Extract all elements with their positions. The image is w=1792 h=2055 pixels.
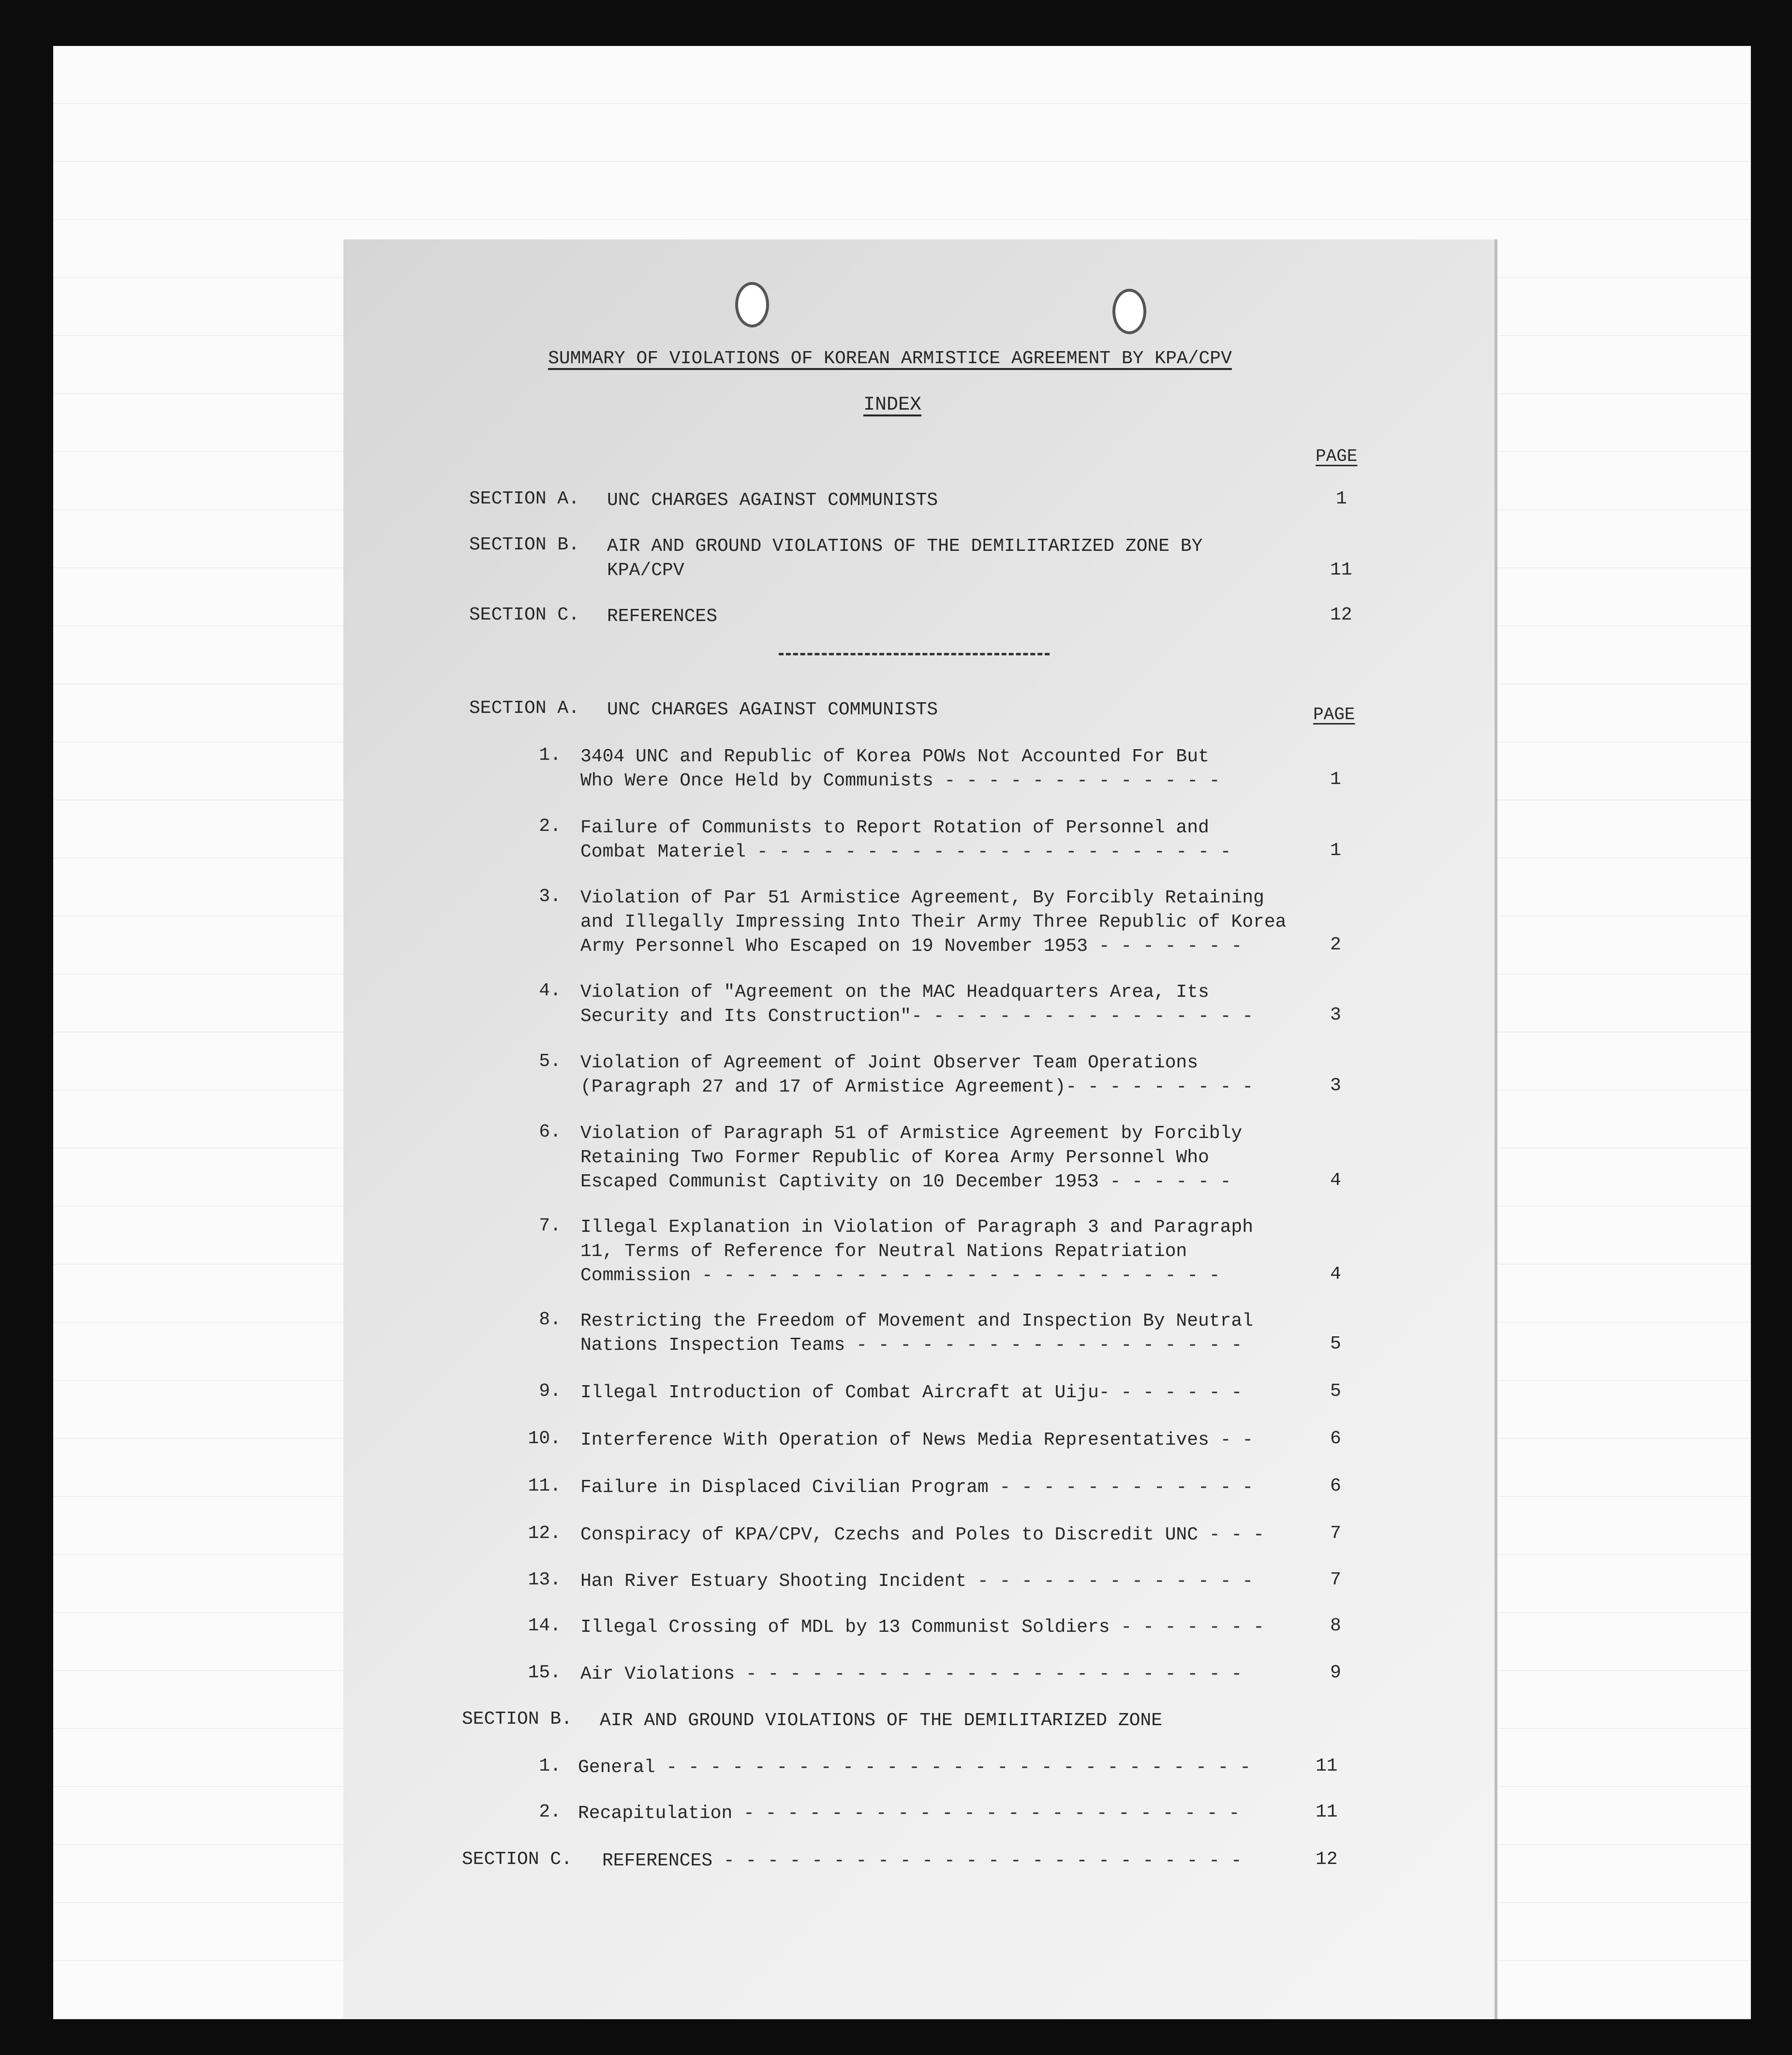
item-number: 12.	[528, 1523, 561, 1544]
item-number: 1.	[539, 745, 561, 766]
item-number: 4.	[539, 980, 561, 1001]
punch-hole-right	[1112, 289, 1146, 334]
item-page: 3	[1330, 1005, 1341, 1025]
overview-label: SECTION B.	[469, 534, 580, 555]
item-text: Failure of Communists to Report Rotation of Personnel and Combat Materiel - - - - - - - - - - - - - - - - - - - - - -	[580, 817, 1231, 862]
item-number: 3.	[539, 886, 561, 907]
section-b-title: AIR AND GROUND VIOLATIONS OF THE DEMILITARIZED ZONE	[600, 1710, 1162, 1731]
item-number: 1.	[539, 1756, 561, 1776]
item-page: 6	[1330, 1428, 1341, 1449]
item-page: 11	[1316, 1802, 1338, 1822]
item-page: 7	[1330, 1523, 1341, 1544]
item-number: 13.	[528, 1569, 561, 1590]
page-column-header: PAGE	[1316, 446, 1358, 466]
item-text: Interference With Operation of News Media Representatives - -	[580, 1430, 1254, 1450]
item-number: 6.	[539, 1122, 561, 1142]
item-text: Violation of "Agreement on the MAC Headquarters Area, Its Security and Its Construction"- - - - - - - - - - - - - - - -	[580, 982, 1254, 1027]
overview-title: AIR AND GROUND VIOLATIONS OF THE DEMILITARIZED ZONE BY KPA/CPV	[607, 536, 1203, 581]
item-page: 8	[1330, 1615, 1341, 1636]
index-heading: INDEX	[863, 394, 922, 416]
overview-page: 11	[1330, 560, 1352, 580]
page-column-header-section-a: PAGE	[1313, 705, 1355, 724]
section-divider	[779, 653, 1050, 655]
punch-hole-left	[735, 282, 769, 327]
item-page: 2	[1330, 934, 1341, 955]
item-page: 5	[1330, 1333, 1341, 1354]
overview-label: SECTION C.	[469, 605, 580, 625]
overview-label: SECTION A.	[469, 488, 580, 509]
item-text: General - - - - - - - - - - - - - - - - - - - - - - - - - - -	[578, 1757, 1251, 1778]
item-number: 5.	[539, 1051, 561, 1072]
item-number: 8.	[539, 1309, 561, 1330]
document-title: SUMMARY OF VIOLATIONS OF KOREAN ARMISTICE AGREEMENT BY KPA/CPV	[548, 348, 1232, 369]
item-text: Violation of Par 51 Armistice Agreement, By Forcibly Retaining and Illegally Impressing Into Their Army Three Republic of Korea Army Personnel Who Escaped on 19 November 1953 - - - - - - -	[580, 887, 1287, 957]
overview-page: 12	[1330, 605, 1352, 625]
section-c-title: REFERENCES - - - - - - - - - - - - - - - - - - - - - - - -	[602, 1850, 1242, 1871]
item-page: 5	[1330, 1381, 1341, 1402]
overview-title: REFERENCES	[607, 606, 718, 627]
item-text: 3404 UNC and Republic of Korea POWs Not Accounted For But Who Were Once Held by Communists - - - - - - - - - - - - -	[580, 746, 1220, 791]
section-a-label: SECTION A.	[469, 698, 580, 719]
scan-background	[53, 46, 1751, 2019]
item-number: 11.	[528, 1476, 561, 1496]
item-text: Recapitulation - - - - - - - - - - - - - - - - - - - - - - -	[578, 1803, 1240, 1824]
item-text: Illegal Explanation in Violation of Paragraph 3 and Paragraph 11, Terms of Reference for Neutral Nations Repatriation Commission - - - - - - - - - - - - - - - - - - - - - - - -	[580, 1217, 1254, 1286]
section-b-label: SECTION B.	[462, 1709, 573, 1730]
item-number: 10.	[528, 1428, 561, 1449]
item-text: Illegal Introduction of Combat Aircraft at Uiju- - - - - - -	[580, 1382, 1243, 1403]
item-page: 6	[1330, 1476, 1341, 1496]
document-page	[343, 239, 1495, 2019]
overview-title: UNC CHARGES AGAINST COMMUNISTS	[607, 490, 938, 511]
item-text: Air Violations - - - - - - - - - - - - - - - - - - - - - - -	[580, 1664, 1243, 1685]
item-page: 4	[1330, 1170, 1341, 1191]
item-text: Restricting the Freedom of Movement and Inspection By Neutral Nations Inspection Teams - - - - - - - - - - - - - - - - - -	[580, 1311, 1254, 1356]
item-page: 1	[1330, 840, 1341, 861]
item-page: 7	[1330, 1569, 1341, 1590]
item-page: 4	[1330, 1264, 1341, 1285]
item-page: 11	[1316, 1756, 1338, 1776]
item-number: 9.	[539, 1381, 561, 1402]
item-text: Han River Estuary Shooting Incident - - - - - - - - - - - - -	[580, 1571, 1254, 1592]
item-number: 14.	[528, 1615, 561, 1636]
section-a-title: UNC CHARGES AGAINST COMMUNISTS	[607, 699, 938, 720]
overview-page: 1	[1336, 488, 1347, 509]
item-page: 3	[1330, 1075, 1341, 1096]
item-number: 15.	[528, 1662, 561, 1683]
item-text: Conspiracy of KPA/CPV, Czechs and Poles to Discredit UNC - - -	[580, 1524, 1264, 1545]
item-number: 7.	[539, 1215, 561, 1236]
item-number: 2.	[539, 1802, 561, 1822]
item-text: Violation of Paragraph 51 of Armistice Agreement by Forcibly Retaining Two Former Republic of Korea Army Personnel Who Escaped Communist Captivity on 10 December 1953 - - - - - -	[580, 1123, 1243, 1192]
section-c-page: 12	[1316, 1849, 1338, 1870]
section-c-label: SECTION C.	[462, 1849, 573, 1870]
item-text: Failure in Displaced Civilian Program - - - - - - - - - - - -	[580, 1477, 1254, 1498]
item-text: Violation of Agreement of Joint Observer Team Operations (Paragraph 27 and 17 of Armistice Agreement)- - - - - - - - -	[580, 1052, 1254, 1097]
item-text: Illegal Crossing of MDL by 13 Communist Soldiers - - - - - - -	[580, 1617, 1264, 1638]
item-number: 2.	[539, 816, 561, 837]
item-page: 9	[1330, 1662, 1341, 1683]
item-page: 1	[1330, 769, 1341, 790]
